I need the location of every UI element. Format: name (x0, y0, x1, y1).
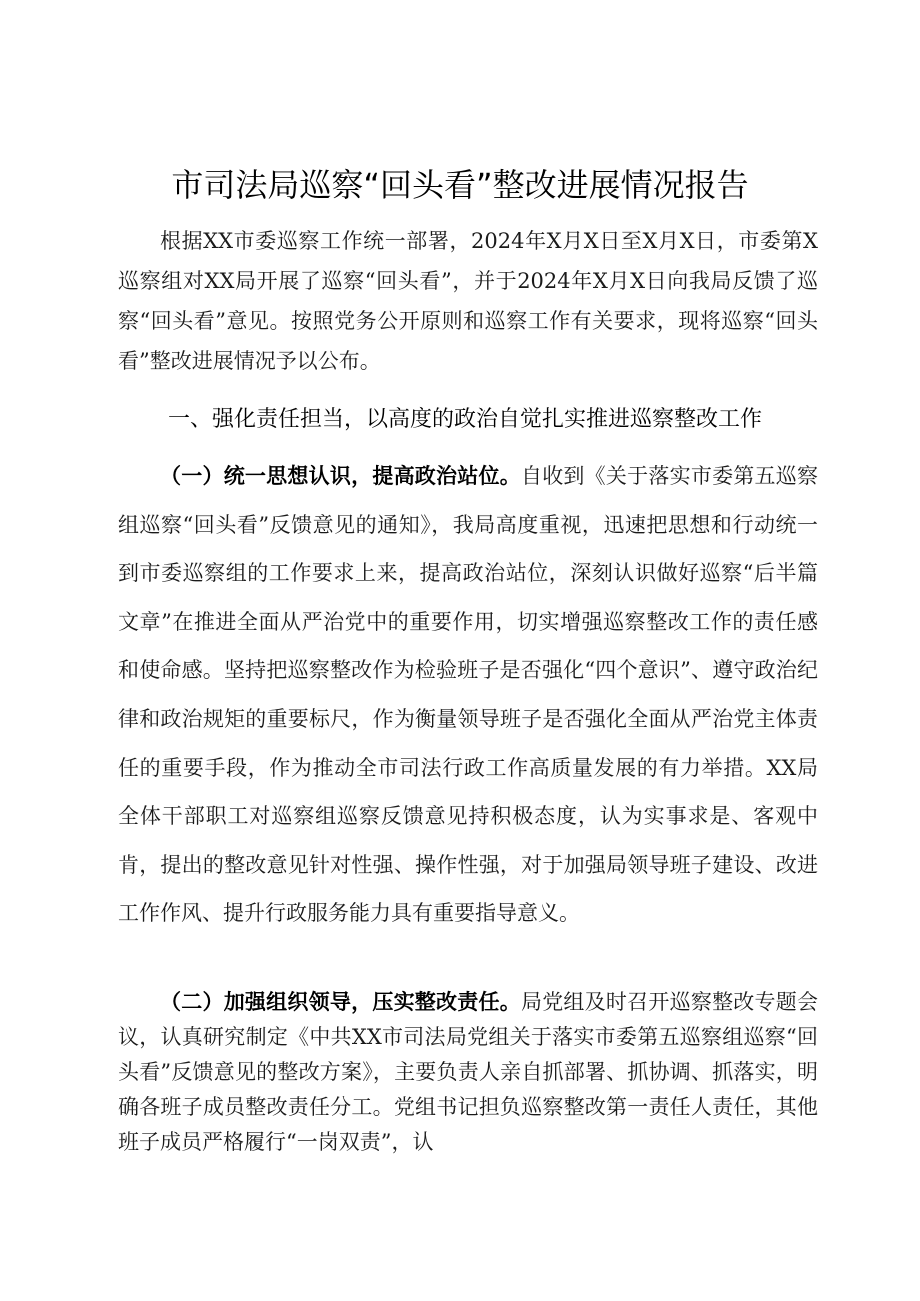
document-title: 市司法局巡察“回头看”整改进展情况报告 (171, 166, 749, 204)
subsection-1-paragraph (118, 452, 818, 938)
subsection-1-title: （一）统一思想认识，提高政治站位。 (160, 463, 521, 488)
section-heading: 一、强化责任担当，以高度的政治自觉扎实推进巡察整改工作 (168, 407, 763, 432)
subsection-2-body: 局党组及时召开巡察整改专题会议，认真研究制定《中共XX市司法局党组关于落实市委第五巡察组巡察“回头看”反馈意见的整改方案》，主要负责人亲自抓部署、抓协调、抓落实，明确各班子成员整改责任分工。党组书记担负巡察整改第一责任人责任，其他班子成员严格履行“一岗双责”，认 (118, 990, 819, 1154)
subsection-1-body: 自收到《关于落实市委第五巡察组巡察“回头看”反馈意见的通知》，我局高度重视，迅速把思想和行动统一到市委巡察组的工作要求上来，提高政治站位，深刻认识做好巡察“后半篇文章”在推进全面从严治党中的重要作用，切实增强巡察整改工作的责任感和使命感。坚持把巡察整改作为检验班子是否强化“四个意识”、遵守政治纪律和政治规矩的重要标尺，作为衡量领导班子是否强化全面从严治党主体责任的重要手段，作为推动全市司法行政工作高质量发展的有力举措。XX局全体干部职工对巡察组巡察反馈意见持积极态度，认为实事求是、客观中肯，提出的整改意见针对性强、操作性强，对于加强局领导班子建设、改进工作作风、提升行政服务能力具有重要指导意义。 (118, 464, 819, 926)
subsection-2-title: （二）加强组织领导，压实整改责任。 (160, 989, 521, 1014)
intro-paragraph: 根据XX市委巡察工作统一部署，2024年X月X日至X月X日，市委第X巡察组对XX局开展了巡察“回头看”，并于2024年X月X日向我局反馈了巡察“回头看”意见。按照党务公开原则和巡察工作有关要求，现将巡察“回头看”整改进展情况予以公布。 (118, 229, 818, 373)
subsection-2-paragraph (118, 984, 818, 1160)
